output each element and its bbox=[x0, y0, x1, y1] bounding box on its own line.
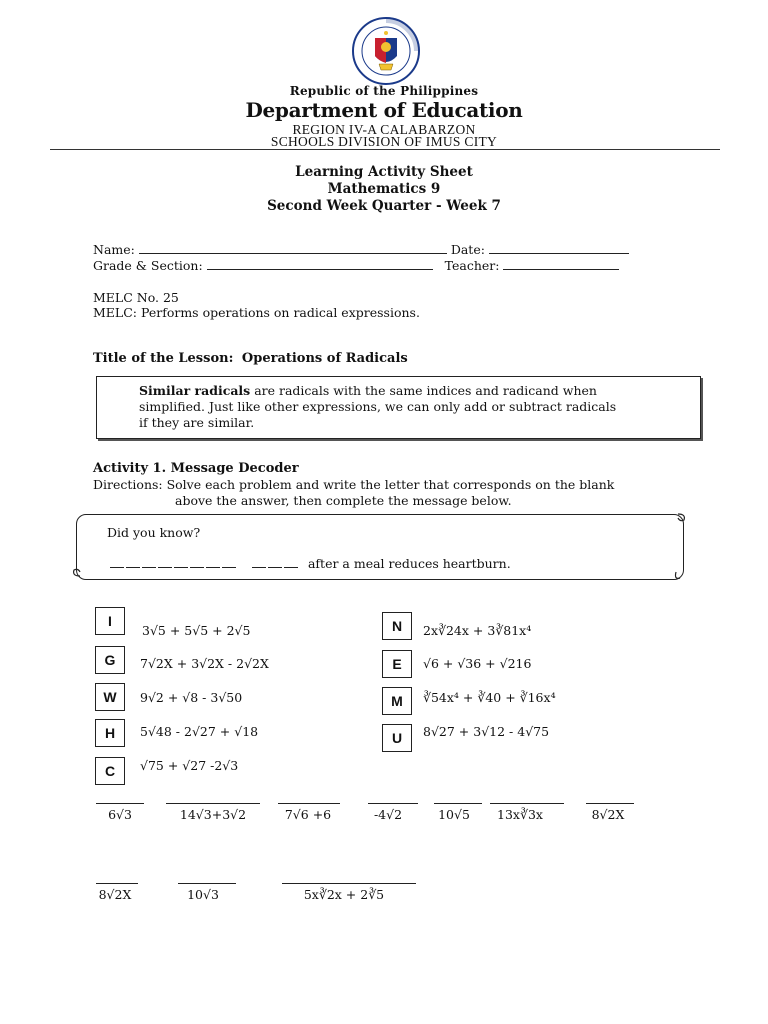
scroll-curl-right bbox=[668, 508, 688, 584]
activity-directions-2: above the answer, then complete the message below. bbox=[175, 493, 512, 508]
message-word-2-blanks[interactable] bbox=[252, 556, 300, 571]
answer-6: 13x∛3x bbox=[497, 807, 543, 822]
problem-i: 3√5 + 5√5 + 2√5 bbox=[142, 623, 251, 638]
grade-section-field[interactable] bbox=[207, 258, 433, 270]
message-letter-blank[interactable] bbox=[126, 557, 140, 568]
division-heading: SCHOOLS DIVISION OF IMUS CITY bbox=[270, 134, 498, 149]
lesson-title-row bbox=[93, 351, 408, 366]
message-letter-blank[interactable] bbox=[142, 557, 156, 568]
letter-box-m: M bbox=[382, 687, 412, 715]
problem-g: 7√2X + 3√2X - 2√2X bbox=[140, 656, 269, 671]
teacher-label: Teacher: bbox=[444, 258, 500, 273]
letter-box-h: H bbox=[95, 719, 125, 747]
letter-box-c: C bbox=[95, 757, 125, 785]
melc-number: MELC No. 25 bbox=[93, 290, 179, 305]
message-letter-blank[interactable] bbox=[110, 557, 124, 568]
department-heading: Department of Education bbox=[245, 98, 523, 122]
answer-8: 8√2X bbox=[98, 887, 132, 902]
lesson-label: Title of the Lesson: bbox=[93, 351, 234, 366]
message-letter-blank[interactable] bbox=[268, 557, 282, 568]
lesson-title: Operations of Radicals bbox=[241, 351, 408, 366]
message-line bbox=[110, 556, 511, 571]
melc-text: MELC: Performs operations on radical expressions. bbox=[93, 305, 420, 320]
letter-box-g: G bbox=[95, 646, 125, 674]
header-divider bbox=[50, 149, 720, 150]
date-field[interactable] bbox=[489, 242, 629, 254]
answer-blank-7[interactable] bbox=[586, 803, 634, 804]
definition-box bbox=[96, 376, 701, 439]
answer-7: 8√2X bbox=[591, 807, 625, 822]
letter-box-i: I bbox=[95, 607, 125, 635]
sheet-title: Learning Activity Sheet bbox=[295, 164, 473, 180]
definition-line3: if they are similar. bbox=[139, 415, 255, 430]
message-letter-blank[interactable] bbox=[284, 557, 298, 568]
problem-e: √6 + √36 + √216 bbox=[423, 656, 532, 671]
grade-row bbox=[93, 258, 619, 273]
name-row bbox=[93, 242, 629, 257]
answer-blank-6[interactable] bbox=[490, 803, 564, 804]
scroll-curl-left bbox=[70, 508, 90, 584]
answer-3: 7√6 +6 bbox=[284, 807, 332, 822]
answer-10: 5x∛2x + 2∛5 bbox=[303, 887, 385, 902]
answer-blank-3[interactable] bbox=[278, 803, 340, 804]
answer-blank-9[interactable] bbox=[178, 883, 236, 884]
problem-w: 9√2 + √8 - 3√50 bbox=[140, 690, 243, 705]
republic-heading: Republic of the Philippines bbox=[289, 84, 479, 98]
quarter-week-title: Second Week Quarter - Week 7 bbox=[267, 198, 501, 214]
date-label: Date: bbox=[450, 242, 485, 257]
message-prompt: Did you know? bbox=[107, 525, 201, 540]
definition-term: Similar radicals bbox=[139, 383, 251, 398]
answer-blank-5[interactable] bbox=[434, 803, 482, 804]
letter-box-w: W bbox=[95, 683, 125, 711]
deped-seal-logo bbox=[351, 16, 421, 86]
answer-blank-1[interactable] bbox=[96, 803, 144, 804]
definition-line2: simplified. Just like other expressions, we can only add or subtract radicals bbox=[139, 399, 617, 414]
name-field[interactable] bbox=[139, 242, 447, 254]
problem-m: ∛54x⁴ + ∛40 + ∛16x⁴ bbox=[423, 690, 556, 705]
answer-9: 10√3 bbox=[187, 887, 219, 902]
grade-section-label: Grade & Section: bbox=[93, 258, 203, 273]
answer-blank-2[interactable] bbox=[166, 803, 260, 804]
message-suffix: after a meal reduces heartburn. bbox=[307, 556, 511, 571]
answer-5: 10√5 bbox=[438, 807, 470, 822]
name-label: Name: bbox=[93, 242, 135, 257]
message-letter-blank[interactable] bbox=[206, 557, 220, 568]
problem-u: 8√27 + 3√12 - 4√75 bbox=[423, 724, 550, 739]
answer-1: 6√3 bbox=[108, 807, 132, 822]
message-word-1-blanks[interactable] bbox=[110, 556, 238, 571]
answer-blank-4[interactable] bbox=[368, 803, 418, 804]
problem-h: 5√48 - 2√27 + √18 bbox=[140, 724, 259, 739]
letter-box-e: E bbox=[382, 650, 412, 678]
letter-box-n: N bbox=[382, 612, 412, 640]
answer-2: 14√3+3√2 bbox=[179, 807, 247, 822]
message-letter-blank[interactable] bbox=[158, 557, 172, 568]
definition-text bbox=[139, 383, 679, 431]
activity-title: Activity 1. Message Decoder bbox=[93, 461, 299, 476]
message-letter-blank[interactable] bbox=[190, 557, 204, 568]
problem-n: 2x∛24x + 3∛81x⁴ bbox=[423, 623, 532, 638]
answer-blank-8[interactable] bbox=[96, 883, 138, 884]
problem-c: √75 + √27 -2√3 bbox=[140, 758, 239, 773]
subject-title: Mathematics 9 bbox=[327, 181, 441, 197]
activity-directions-1: Directions: Solve each problem and write the letter that corresponds on the blank bbox=[93, 477, 615, 492]
answer-blank-10[interactable] bbox=[282, 883, 416, 884]
region-heading: REGION IV-A CALABARZON bbox=[292, 122, 476, 137]
teacher-field[interactable] bbox=[503, 258, 619, 270]
message-letter-blank[interactable] bbox=[252, 557, 266, 568]
message-letter-blank[interactable] bbox=[222, 557, 236, 568]
definition-line1: are radicals with the same indices and radicand when bbox=[250, 383, 597, 398]
message-letter-blank[interactable] bbox=[174, 557, 188, 568]
answer-4: -4√2 bbox=[373, 807, 403, 822]
letter-box-u: U bbox=[382, 724, 412, 752]
